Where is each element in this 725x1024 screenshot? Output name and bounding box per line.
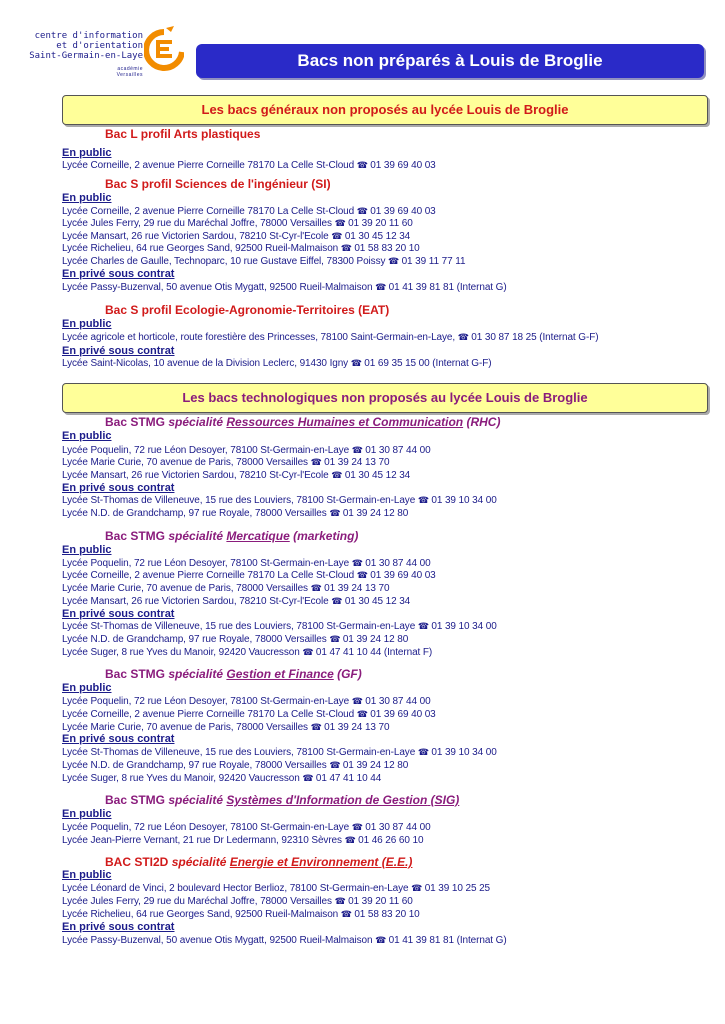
school-row: Lycée Mansart, 26 rue Victorien Sardou, 78210 St-Cyr-l'Ecole ☎ 01 30 45 12 34 (62, 470, 411, 481)
bac-title: Bac S profil Sciences de l'ingénieur (SI) (105, 177, 331, 191)
phone-icon: ☎ (334, 218, 349, 228)
school-row: Lycée Jules Ferry, 29 rue du Maréchal Joffre, 78000 Versailles ☎ 01 39 20 11 60 (62, 218, 413, 229)
group-label: En public (62, 192, 112, 204)
school-row: Lycée N.D. de Grandchamp, 97 rue Royale, 78000 Versailles ☎ 01 39 24 12 80 (62, 508, 409, 519)
cio-logo (29, 26, 188, 90)
phone-icon: ☎ (356, 709, 371, 719)
page-title: Bacs non préparés à Louis de Broglie (196, 44, 704, 78)
logo-academie: académie Versailles (116, 66, 143, 78)
phone-icon: ☎ (356, 160, 371, 170)
group-label: En privé sous contrat (62, 921, 175, 933)
school-row: Lycée Marie Curie, 70 avenue de Paris, 78000 Versailles ☎ 01 39 24 13 70 (62, 457, 390, 468)
school-row: Lycée Léonard de Vinci, 2 boulevard Hector Berlioz, 78100 St-Germain-en-Laye ☎ 01 39 10 25 25 (62, 883, 491, 894)
phone-icon: ☎ (310, 457, 325, 467)
group-label: En privé sous contrat (62, 733, 175, 745)
phone-icon: ☎ (356, 570, 371, 580)
group-label: En privé sous contrat (62, 345, 175, 357)
phone-icon: ☎ (417, 747, 432, 757)
school-row: Lycée Richelieu, 64 rue Georges Sand, 92500 Rueil-Malmaison ☎ 01 58 83 20 10 (62, 243, 420, 254)
section-techno-title: Les bacs technologiques non proposés au lycée Louis de Broglie (62, 383, 708, 413)
phone-icon: ☎ (331, 470, 345, 480)
phone-icon: ☎ (329, 508, 343, 518)
school-row: Lycée Marie Curie, 70 avenue de Paris, 78000 Versailles ☎ 01 39 24 13 70 (62, 722, 390, 733)
logo-e-icon (144, 26, 184, 72)
bac-title: Bac STMG spécialité Gestion et Finance (GF) (105, 667, 362, 681)
group-label: En privé sous contrat (62, 608, 175, 620)
phone-icon: ☎ (457, 332, 472, 342)
school-row: Lycée St-Thomas de Villeneuve, 15 rue des Louviers, 78100 St-Germain-en-Laye ☎ 01 39 10 34 00 (62, 747, 497, 758)
school-row: Lycée agricole et horticole, route forestière des Princesses, 78100 Saint-Germain-en-Laye, ☎ 01 30 87 18 25 (Internat G-F) (62, 332, 599, 343)
school-row: Lycée Suger, 8 rue Yves du Manoir, 92420 Vaucresson ☎ 01 47 41 10 44 (Internat F) (62, 647, 433, 658)
bac-title: Bac STMG spécialité Ressources Humaines et Communication (RHC) (105, 415, 501, 429)
phone-icon: ☎ (411, 883, 425, 893)
phone-icon: ☎ (331, 596, 345, 606)
phone-icon: ☎ (329, 634, 343, 644)
phone-icon: ☎ (351, 696, 366, 706)
school-row: Lycée St-Thomas de Villeneuve, 15 rue des Louviers, 78100 St-Germain-en-Laye ☎ 01 39 10 34 00 (62, 621, 497, 632)
phone-icon: ☎ (302, 647, 316, 657)
phone-icon: ☎ (417, 495, 432, 505)
school-row: Lycée Corneille, 2 avenue Pierre Corneille 78170 La Celle St-Cloud ☎ 01 39 69 40 03 (62, 709, 436, 720)
bac-title: Bac L profil Arts plastiques (105, 127, 261, 141)
phone-icon: ☎ (344, 835, 359, 845)
group-label: En public (62, 544, 112, 556)
school-row: Lycée Passy-Buzenval, 50 avenue Otis Mygatt, 92500 Rueil-Malmaison ☎ 01 41 39 81 81 (Internat G) (62, 935, 507, 946)
phone-icon: ☎ (340, 243, 355, 253)
school-row: Lycée Suger, 8 rue Yves du Manoir, 92420 Vaucresson ☎ 01 47 41 10 44 (62, 773, 382, 784)
phone-icon: ☎ (375, 935, 389, 945)
bac-title: BAC STI2D spécialité Energie et Environnement (E.E.) (105, 855, 413, 869)
school-row: Lycée Poquelin, 72 rue Léon Desoyer, 78100 St-Germain-en-Laye ☎ 01 30 87 44 00 (62, 558, 431, 569)
school-row: Lycée Poquelin, 72 rue Léon Desoyer, 78100 St-Germain-en-Laye ☎ 01 30 87 44 00 (62, 445, 431, 456)
school-row: Lycée Poquelin, 72 rue Léon Desoyer, 78100 St-Germain-en-Laye ☎ 01 30 87 44 00 (62, 696, 431, 707)
bac-title: Bac STMG spécialité Mercatique (marketing) (105, 529, 359, 543)
school-row: Lycée Marie Curie, 70 avenue de Paris, 78000 Versailles ☎ 01 39 24 13 70 (62, 583, 390, 594)
school-row: Lycée Richelieu, 64 rue Georges Sand, 92500 Rueil-Malmaison ☎ 01 58 83 20 10 (62, 909, 420, 920)
phone-icon: ☎ (356, 206, 371, 216)
phone-icon: ☎ (351, 558, 366, 568)
logo-line-1: centre d'information (34, 31, 143, 41)
phone-icon: ☎ (351, 822, 366, 832)
logo-line-2: et d'orientation (56, 41, 143, 51)
school-row: Lycée N.D. de Grandchamp, 97 rue Royale, 78000 Versailles ☎ 01 39 24 12 80 (62, 760, 409, 771)
school-row: Lycée Poquelin, 72 rue Léon Desoyer, 78100 St-Germain-en-Laye ☎ 01 30 87 44 00 (62, 822, 431, 833)
section-generaux-title: Les bacs généraux non proposés au lycée Louis de Broglie (62, 95, 708, 125)
bac-title: Bac S profil Ecologie-Agronomie-Territoires (EAT) (105, 303, 390, 317)
phone-icon: ☎ (334, 896, 349, 906)
phone-icon: ☎ (302, 773, 316, 783)
phone-icon: ☎ (310, 583, 325, 593)
phone-icon: ☎ (329, 760, 343, 770)
logo-line-3: Saint-Germain-en-Laye (29, 51, 143, 61)
phone-icon: ☎ (350, 358, 365, 368)
phone-icon: ☎ (331, 231, 345, 241)
phone-icon: ☎ (417, 621, 432, 631)
school-row: Lycée Corneille, 2 avenue Pierre Corneille 78170 La Celle St-Cloud ☎ 01 39 69 40 03 (62, 160, 436, 171)
school-row: Lycée Saint-Nicolas, 10 avenue de la Division Leclerc, 91430 Igny ☎ 01 69 35 15 00 (Internat G-F) (62, 358, 492, 369)
school-row: Lycée Jules Ferry, 29 rue du Maréchal Joffre, 78000 Versailles ☎ 01 39 20 11 60 (62, 896, 413, 907)
phone-icon: ☎ (375, 282, 389, 292)
school-row: Lycée Passy-Buzenval, 50 avenue Otis Mygatt, 92500 Rueil-Malmaison ☎ 01 41 39 81 81 (Internat G) (62, 282, 507, 293)
group-label: En public (62, 318, 112, 330)
group-label: En public (62, 430, 112, 442)
phone-icon: ☎ (351, 445, 366, 455)
group-label: En public (62, 808, 112, 820)
school-row: Lycée Mansart, 26 rue Victorien Sardou, 78210 St-Cyr-l'Ecole ☎ 01 30 45 12 34 (62, 596, 411, 607)
group-label: En public (62, 682, 112, 694)
school-row: Lycée Jean-Pierre Vernant, 21 rue Dr Ledermann, 92310 Sèvres ☎ 01 46 26 60 10 (62, 835, 424, 846)
school-row: Lycée Corneille, 2 avenue Pierre Corneille 78170 La Celle St-Cloud ☎ 01 39 69 40 03 (62, 206, 436, 217)
phone-icon: ☎ (340, 909, 355, 919)
group-label: En public (62, 869, 112, 881)
phone-icon: ☎ (388, 256, 402, 266)
group-label: En privé sous contrat (62, 482, 175, 494)
school-row: Lycée Mansart, 26 rue Victorien Sardou, 78210 St-Cyr-l'Ecole ☎ 01 30 45 12 34 (62, 231, 411, 242)
school-row: Lycée N.D. de Grandchamp, 97 rue Royale, 78000 Versailles ☎ 01 39 24 12 80 (62, 634, 409, 645)
bac-title: Bac STMG spécialité Systèmes d'Information de Gestion (SIG) (105, 793, 460, 807)
group-label: En public (62, 147, 112, 159)
group-label: En privé sous contrat (62, 268, 175, 280)
school-row: Lycée Charles de Gaulle, Technoparc, 10 rue Gustave Eiffel, 78300 Poissy ☎ 01 39 11 77 11 (62, 256, 466, 267)
school-row: Lycée St-Thomas de Villeneuve, 15 rue des Louviers, 78100 St-Germain-en-Laye ☎ 01 39 10 34 00 (62, 495, 497, 506)
school-row: Lycée Corneille, 2 avenue Pierre Corneille 78170 La Celle St-Cloud ☎ 01 39 69 40 03 (62, 570, 436, 581)
phone-icon: ☎ (310, 722, 325, 732)
